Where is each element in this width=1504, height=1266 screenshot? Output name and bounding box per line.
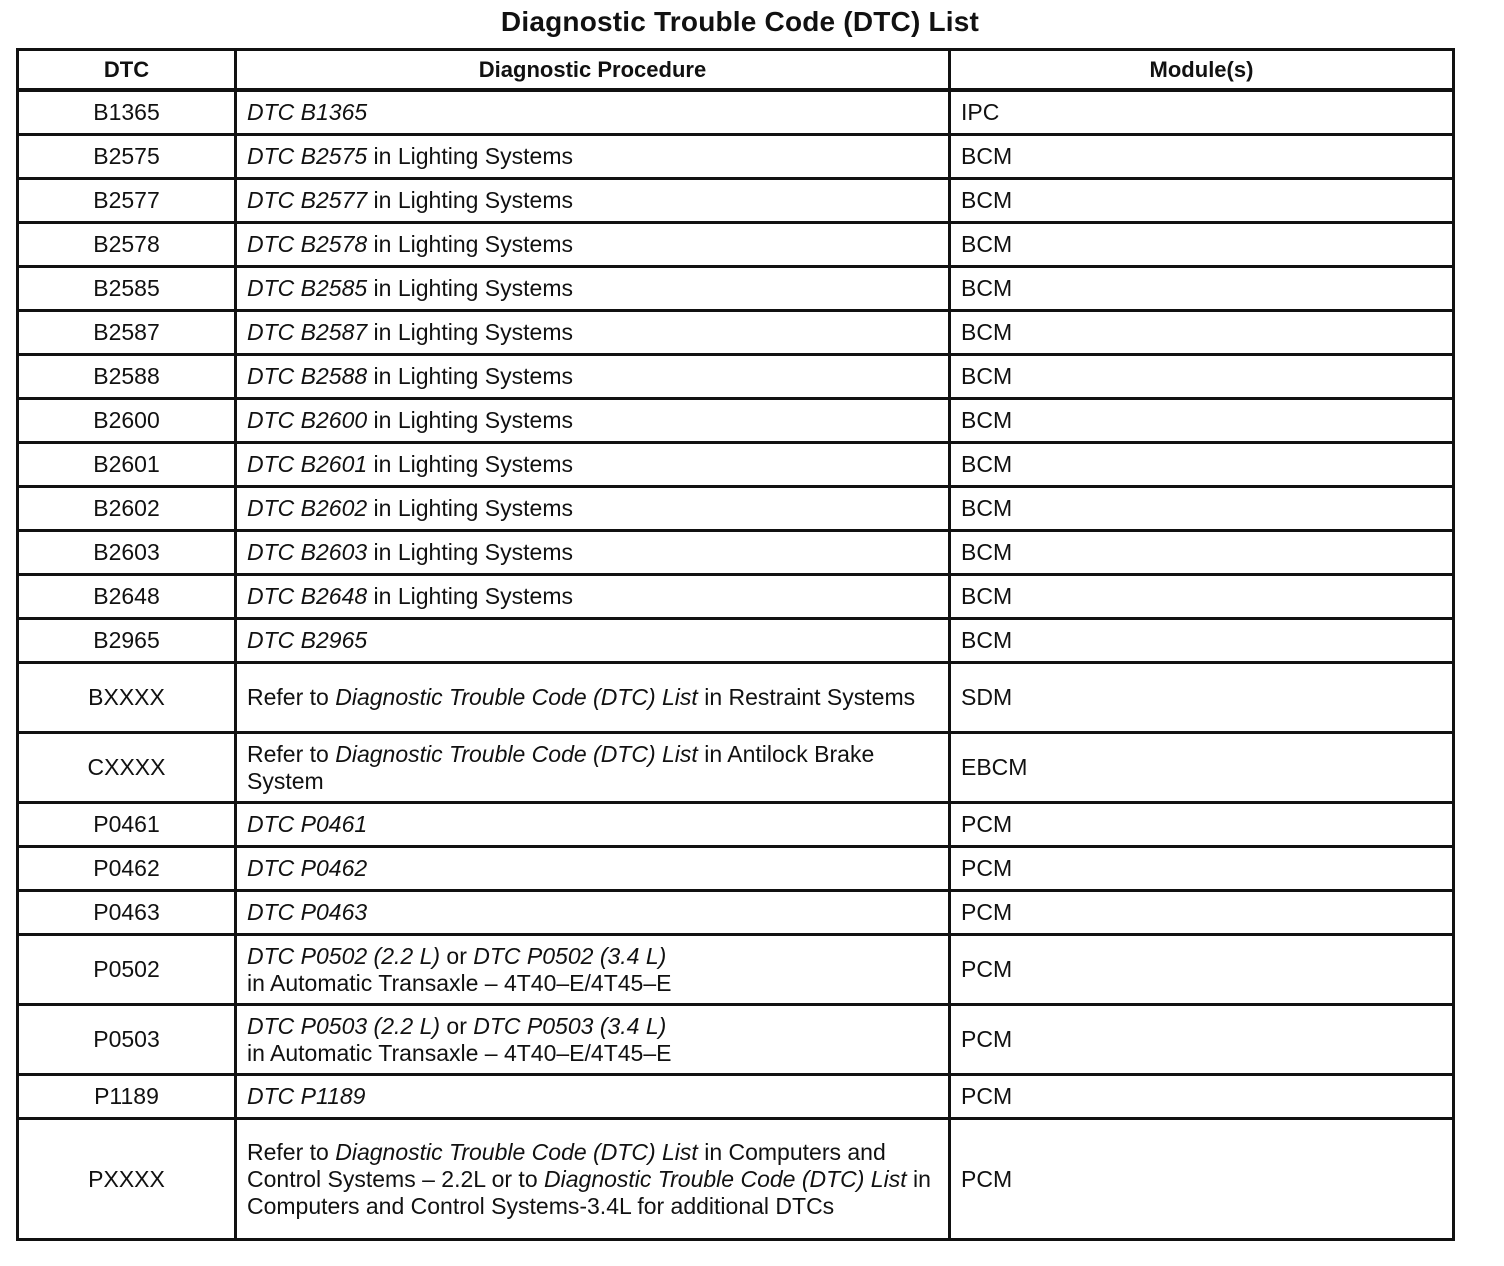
procedure-reference-text: Diagnostic Trouble Code (DTC) List (544, 1165, 907, 1192)
module-cell: BCM (950, 267, 1454, 311)
diagnostic-procedure-cell (236, 891, 950, 935)
procedure-reference-text: DTC B2603 (247, 539, 368, 565)
module-cell: BCM (950, 399, 1454, 443)
module-cell: BCM (950, 531, 1454, 575)
procedure-reference-text: Diagnostic Trouble Code (DTC) List (335, 684, 698, 710)
procedure-reference-text: DTC B2648 (247, 583, 368, 609)
module-cell: BCM (950, 311, 1454, 355)
table-row (18, 619, 1454, 663)
dtc-code-cell: P0503 (18, 1005, 236, 1075)
table-row (18, 531, 1454, 575)
dtc-code-cell: P0461 (18, 803, 236, 847)
diagnostic-procedure-cell (236, 311, 950, 355)
procedure-text: in Lighting Systems (367, 275, 573, 301)
diagnostic-procedure-cell (236, 267, 950, 311)
procedure-reference-text: DTC P0462 (247, 855, 368, 881)
module-cell: BCM (950, 355, 1454, 399)
module-cell: PCM (950, 891, 1454, 935)
procedure-text: in Computers and Control Systems – 2.2L or to (247, 1138, 886, 1192)
diagnostic-procedure-cell (236, 733, 950, 803)
diagnostic-procedure-cell (236, 1075, 950, 1119)
diagnostic-procedure-cell (236, 531, 950, 575)
dtc-code-cell: P0462 (18, 847, 236, 891)
table-row (18, 487, 1454, 531)
dtc-table (16, 48, 1455, 1241)
module-cell: PCM (950, 1119, 1454, 1240)
module-cell: PCM (950, 803, 1454, 847)
module-cell: BCM (950, 443, 1454, 487)
table-row (18, 1119, 1454, 1240)
procedure-reference-text: DTC P0503 (3.4 L) (473, 1012, 667, 1039)
procedure-reference-text: DTC B2585 (247, 275, 368, 301)
column-header-dtc: DTC (18, 50, 236, 91)
diagnostic-procedure-cell (236, 443, 950, 487)
procedure-text: in Computers and Control Systems-3.4L for additional DTCs (247, 1165, 931, 1219)
module-cell: BCM (950, 135, 1454, 179)
dtc-code-cell: B2587 (18, 311, 236, 355)
column-header-modules: Module(s) (950, 50, 1454, 91)
table-body (18, 90, 1454, 1240)
table-row (18, 733, 1454, 803)
diagnostic-procedure-cell (236, 399, 950, 443)
procedure-reference-text: DTC B2601 (247, 451, 368, 477)
diagnostic-procedure-cell (236, 619, 950, 663)
table-row (18, 399, 1454, 443)
dtc-code-cell: B2600 (18, 399, 236, 443)
module-cell: PCM (950, 847, 1454, 891)
procedure-reference-text: DTC P0461 (247, 811, 368, 837)
table-row (18, 891, 1454, 935)
procedure-text: in Automatic Transaxle – 4T40–E/4T45–E (247, 969, 672, 996)
module-cell: BCM (950, 619, 1454, 663)
procedure-text: or (440, 1012, 474, 1039)
procedure-reference-text: DTC P0463 (247, 899, 368, 925)
table-row (18, 90, 1454, 135)
dtc-code-cell: B2602 (18, 487, 236, 531)
module-cell: EBCM (950, 733, 1454, 803)
diagnostic-procedure-cell (236, 487, 950, 531)
table-row (18, 803, 1454, 847)
dtc-code-cell: P0463 (18, 891, 236, 935)
procedure-reference-text: DTC B2965 (247, 627, 368, 653)
dtc-code-cell: B1365 (18, 90, 236, 135)
module-cell: BCM (950, 223, 1454, 267)
table-row (18, 1075, 1454, 1119)
procedure-text: in Antilock Brake System (247, 740, 875, 794)
dtc-code-cell: B2965 (18, 619, 236, 663)
procedure-text: in Lighting Systems (367, 143, 573, 169)
procedure-text: in Restraint Systems (697, 684, 916, 710)
procedure-reference-text: DTC B2575 (247, 143, 368, 169)
table-row (18, 847, 1454, 891)
diagnostic-procedure-cell (236, 355, 950, 399)
procedure-reference-text: DTC B2600 (247, 407, 368, 433)
diagnostic-procedure-cell (236, 935, 950, 1005)
diagnostic-procedure-cell (236, 663, 950, 733)
procedure-reference-text: DTC B2587 (247, 319, 368, 345)
diagnostic-procedure-cell (236, 575, 950, 619)
diagnostic-procedure-cell (236, 1005, 950, 1075)
procedure-text: in Automatic Transaxle – 4T40–E/4T45–E (247, 1039, 672, 1066)
procedure-text: in Lighting Systems (367, 539, 573, 565)
procedure-text: in Lighting Systems (367, 495, 573, 521)
table-row (18, 663, 1454, 733)
procedure-text: in Lighting Systems (367, 319, 573, 345)
procedure-text: in Lighting Systems (367, 363, 573, 389)
dtc-code-cell: B2588 (18, 355, 236, 399)
table-row (18, 575, 1454, 619)
table-row (18, 135, 1454, 179)
dtc-code-cell: CXXXX (18, 733, 236, 803)
column-header-procedure: Diagnostic Procedure (236, 50, 950, 91)
procedure-reference-text: Diagnostic Trouble Code (DTC) List (335, 740, 698, 767)
procedure-text: Refer to (247, 740, 336, 767)
procedure-text: or (440, 942, 474, 969)
procedure-text: in Lighting Systems (367, 407, 573, 433)
dtc-code-cell: BXXXX (18, 663, 236, 733)
dtc-code-cell: B2578 (18, 223, 236, 267)
dtc-code-cell: P0502 (18, 935, 236, 1005)
table-row (18, 223, 1454, 267)
diagnostic-procedure-cell (236, 847, 950, 891)
module-cell: BCM (950, 179, 1454, 223)
diagnostic-procedure-cell (236, 803, 950, 847)
procedure-reference-text: DTC P1189 (247, 1083, 366, 1109)
procedure-reference-text: DTC P0502 (3.4 L) (473, 942, 667, 969)
diagnostic-procedure-cell (236, 223, 950, 267)
module-cell: SDM (950, 663, 1454, 733)
table-row (18, 179, 1454, 223)
page-title: Diagnostic Trouble Code (DTC) List (500, 6, 980, 37)
dtc-code-cell: B2585 (18, 267, 236, 311)
procedure-reference-text: DTC P0503 (2.2 L) (247, 1012, 441, 1039)
procedure-text: in Lighting Systems (367, 231, 573, 257)
table-row (18, 935, 1454, 1005)
table-row (18, 443, 1454, 487)
diagnostic-procedure-cell (236, 135, 950, 179)
module-cell: IPC (950, 90, 1454, 135)
procedure-reference-text: DTC B2578 (247, 231, 368, 257)
table-row (18, 355, 1454, 399)
diagnostic-procedure-cell (236, 1119, 950, 1240)
procedure-reference-text: DTC B2577 (247, 187, 368, 213)
dtc-code-cell: B2603 (18, 531, 236, 575)
module-cell: BCM (950, 487, 1454, 531)
dtc-code-cell: B2575 (18, 135, 236, 179)
module-cell: PCM (950, 1075, 1454, 1119)
procedure-reference-text: DTC P0502 (2.2 L) (247, 942, 441, 969)
procedure-text: in Lighting Systems (367, 451, 573, 477)
procedure-text: in Lighting Systems (367, 583, 573, 609)
module-cell: BCM (950, 575, 1454, 619)
table-header-row (18, 50, 1454, 91)
procedure-reference-text: DTC B1365 (247, 99, 368, 125)
dtc-code-cell: P1189 (18, 1075, 236, 1119)
procedure-text: Refer to (247, 684, 336, 710)
dtc-code-cell: B2577 (18, 179, 236, 223)
procedure-text: Refer to (247, 1138, 336, 1165)
dtc-code-cell: PXXXX (18, 1119, 236, 1240)
procedure-reference-text: DTC B2602 (247, 495, 368, 521)
diagnostic-procedure-cell (236, 90, 950, 135)
dtc-code-cell: B2648 (18, 575, 236, 619)
diagnostic-procedure-cell (236, 179, 950, 223)
module-cell: PCM (950, 1005, 1454, 1075)
procedure-text: in Lighting Systems (367, 187, 573, 213)
procedure-reference-text: DTC B2588 (247, 363, 368, 389)
module-cell: PCM (950, 935, 1454, 1005)
table-row (18, 267, 1454, 311)
dtc-code-cell: B2601 (18, 443, 236, 487)
table-row (18, 1005, 1454, 1075)
procedure-reference-text: Diagnostic Trouble Code (DTC) List (335, 1138, 698, 1165)
table-row (18, 311, 1454, 355)
